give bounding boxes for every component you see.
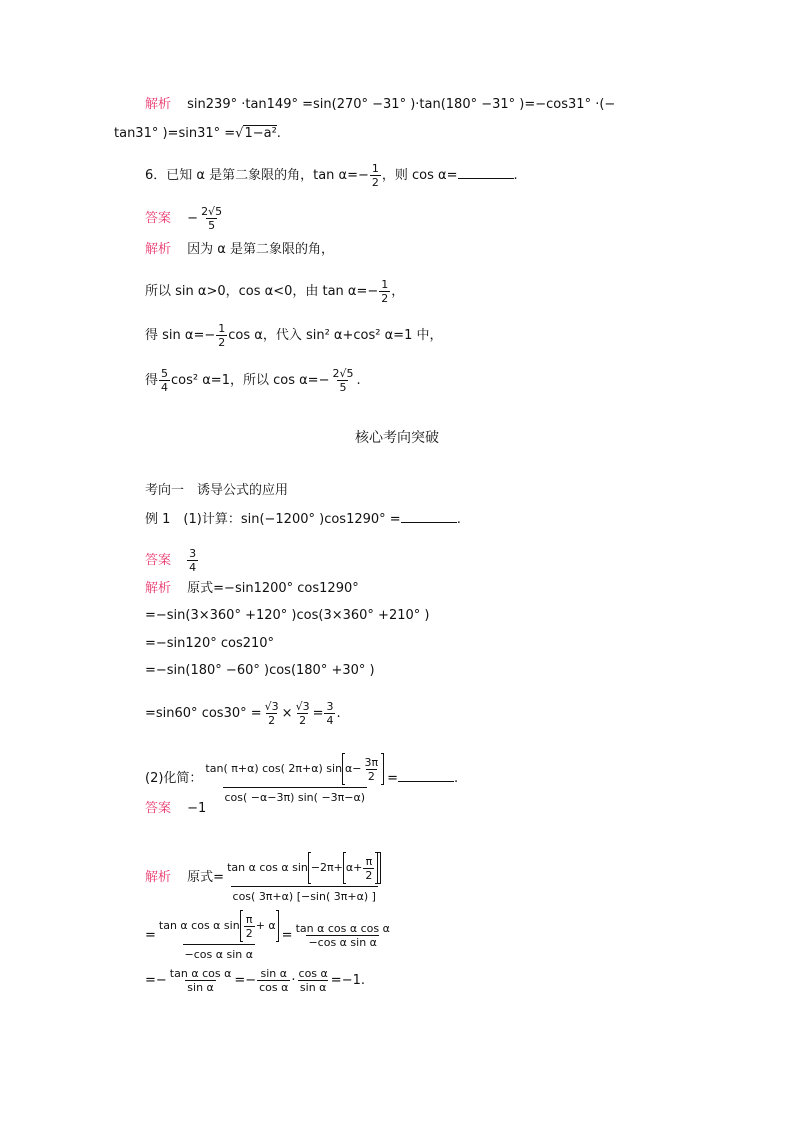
section-title: 核心考向突破 xyxy=(355,430,439,446)
denominator: 2 xyxy=(371,176,379,189)
numerator: π xyxy=(245,912,253,926)
numerator-text: tan α cos α sin xyxy=(227,861,308,874)
solution-text: 得 sin α=− xyxy=(145,328,216,343)
numerator: 1 xyxy=(218,322,226,335)
numerator: tan α cos α cos α xyxy=(295,922,390,935)
numerator-text: tan( π+α) cos( 2π+α) sin xyxy=(205,762,343,775)
denominator: cos α xyxy=(259,981,289,994)
equals-sign: = xyxy=(312,706,324,721)
inner-text: α− xyxy=(345,762,362,775)
answer-blank xyxy=(398,769,454,782)
equals-sign: = xyxy=(145,928,156,943)
solution-label: 解析 xyxy=(145,581,172,596)
solution-line: =−sin120° cos210° xyxy=(145,636,275,651)
solution-text: 原式= xyxy=(187,870,225,885)
answer-label: 答案 xyxy=(145,801,172,816)
solution-text: cos α，代入 sin² α+cos² α=1 中， xyxy=(228,328,443,343)
solution-line xyxy=(145,910,393,961)
bracket-left xyxy=(240,910,243,942)
solution-label: 解析 xyxy=(145,242,172,257)
sqrt-sign: √ xyxy=(235,126,244,141)
numerator xyxy=(203,753,386,787)
big-fraction xyxy=(157,910,281,961)
denominator: 4 xyxy=(326,714,334,727)
inner-text: α+ xyxy=(345,861,363,874)
solution-line xyxy=(114,126,281,142)
solution-text: =− xyxy=(234,973,257,988)
fraction xyxy=(363,756,381,783)
fraction xyxy=(216,322,227,349)
numerator xyxy=(157,910,281,944)
numerator: cos α xyxy=(298,967,328,980)
question-text: ，则 cos α= xyxy=(381,168,458,183)
question-text: 例 1 (1)计算：sin(−1200° )cos1290° = xyxy=(145,512,401,527)
solution-line xyxy=(145,278,404,305)
numerator: π xyxy=(365,854,373,868)
solution-text: tan31° )=sin31° = xyxy=(114,126,236,141)
example-1-part-1 xyxy=(145,510,461,528)
numerator: 3 xyxy=(189,547,197,560)
fraction xyxy=(244,913,255,940)
topic-heading: 考向一 诱导公式的应用 xyxy=(145,483,289,498)
solution-line xyxy=(145,97,615,113)
numerator: 5 xyxy=(161,367,169,380)
period: . xyxy=(276,126,281,141)
numerator: 1 xyxy=(371,162,379,175)
denominator: 2 xyxy=(268,714,276,727)
inner-text: + α xyxy=(255,919,276,932)
numerator: 2√5 xyxy=(332,367,354,380)
fraction xyxy=(199,205,224,232)
answer-value: −1 xyxy=(187,801,207,816)
denominator: 2 xyxy=(299,714,307,727)
numerator-text: tan α cos α sin xyxy=(158,919,240,932)
numerator: √3 xyxy=(295,700,310,713)
fraction xyxy=(294,700,312,727)
answer-blank xyxy=(458,166,514,179)
solution-text: =sin60° cos30° = xyxy=(145,706,262,721)
question-6 xyxy=(145,162,518,189)
solution-line xyxy=(145,581,359,597)
solution-text: ， xyxy=(391,284,405,299)
fraction xyxy=(168,967,234,994)
denominator: −cos α sin α xyxy=(183,944,255,961)
numerator: 3π xyxy=(364,755,379,769)
big-fraction xyxy=(203,753,386,804)
denominator: −cos α sin α xyxy=(308,936,377,949)
fraction xyxy=(330,367,355,394)
solution-text: 得 xyxy=(145,373,159,388)
bracket-right xyxy=(381,753,384,785)
denominator: cos( 3π+α) [−sin( 3π+α) ] xyxy=(231,886,378,903)
numerator: tan α cos α xyxy=(169,967,232,980)
denominator: 4 xyxy=(189,561,197,574)
answer-line xyxy=(145,547,199,574)
solution-line xyxy=(145,700,341,727)
denominator: sin α xyxy=(299,981,327,994)
solution-text: =−1. xyxy=(330,973,365,988)
period: . xyxy=(356,373,361,388)
numerator xyxy=(225,852,383,886)
period: . xyxy=(513,168,518,183)
question-text: (2)化简： xyxy=(145,771,203,786)
denominator: 2 xyxy=(365,868,373,882)
solution-text: cos² α=1，所以 cos α=− xyxy=(171,373,330,388)
numerator: 1 xyxy=(381,278,389,291)
answer-label: 答案 xyxy=(145,211,172,226)
fraction xyxy=(187,547,198,574)
denominator: 4 xyxy=(161,381,169,394)
numerator: √3 xyxy=(264,700,279,713)
example-1-part-2 xyxy=(145,753,458,804)
answer-label: 答案 xyxy=(145,553,172,568)
period: . xyxy=(454,771,459,786)
dot-operator: · xyxy=(291,973,296,988)
answer-line xyxy=(145,801,206,817)
inner-text: −2π+ xyxy=(310,861,343,874)
solution-text: sin239° ·tan149° =sin(270° −31° )·tan(180° −31° )=−cos31° ·(− xyxy=(187,97,616,112)
bracket-right xyxy=(276,910,279,942)
fraction xyxy=(263,700,281,727)
denominator: sin α xyxy=(187,981,214,994)
solution-line xyxy=(145,242,334,258)
period: . xyxy=(456,512,461,527)
period: . xyxy=(336,706,341,721)
solution-label: 解析 xyxy=(145,97,172,112)
denominator: 5 xyxy=(208,219,216,232)
fraction xyxy=(363,855,374,882)
bracket-right xyxy=(378,852,381,884)
solution-line: =−sin(180° −60° )cos(180° +30° ) xyxy=(145,663,375,678)
minus-sign: − xyxy=(187,211,199,226)
fraction xyxy=(324,700,335,727)
fraction xyxy=(370,162,381,189)
denominator: cos( −α−3π) sin( −3π−α) xyxy=(223,787,368,804)
solution-text: 因为 α 是第二象限的角， xyxy=(187,242,334,257)
fraction xyxy=(257,967,290,994)
fraction xyxy=(297,967,330,994)
denominator: 2 xyxy=(218,336,226,349)
big-fraction xyxy=(225,852,383,903)
solution-text: =− xyxy=(145,973,167,988)
times-sign: × xyxy=(281,706,293,721)
solution-line: =−sin(3×360° +120° )cos(3×360° +210° ) xyxy=(145,608,430,623)
solution-line xyxy=(145,852,384,903)
fraction xyxy=(294,922,392,949)
sqrt-content: 1−a² xyxy=(244,126,277,141)
denominator: 2 xyxy=(245,926,253,940)
solution-text: 所以 sin α>0，cos α<0，由 tan α=− xyxy=(145,284,379,299)
solution-line xyxy=(145,967,365,994)
fraction xyxy=(379,278,390,305)
solution-line xyxy=(145,322,442,349)
denominator: 2 xyxy=(367,769,375,783)
numerator: sin α xyxy=(260,967,288,980)
solution-line xyxy=(145,367,361,394)
solution-text: 原式=−sin1200° cos1290° xyxy=(187,581,359,596)
numerator: 2√5 xyxy=(201,205,223,218)
denominator: 5 xyxy=(339,381,347,394)
fraction xyxy=(159,367,170,394)
answer-line xyxy=(145,205,225,232)
equals-sign: = xyxy=(387,771,399,786)
numerator: 3 xyxy=(326,700,334,713)
solution-label: 解析 xyxy=(145,870,172,885)
denominator: 2 xyxy=(381,292,389,305)
question-text: 6．已知 α 是第二象限的角，tan α=− xyxy=(145,168,369,183)
answer-blank xyxy=(401,510,457,523)
equals-sign: = xyxy=(281,928,293,943)
